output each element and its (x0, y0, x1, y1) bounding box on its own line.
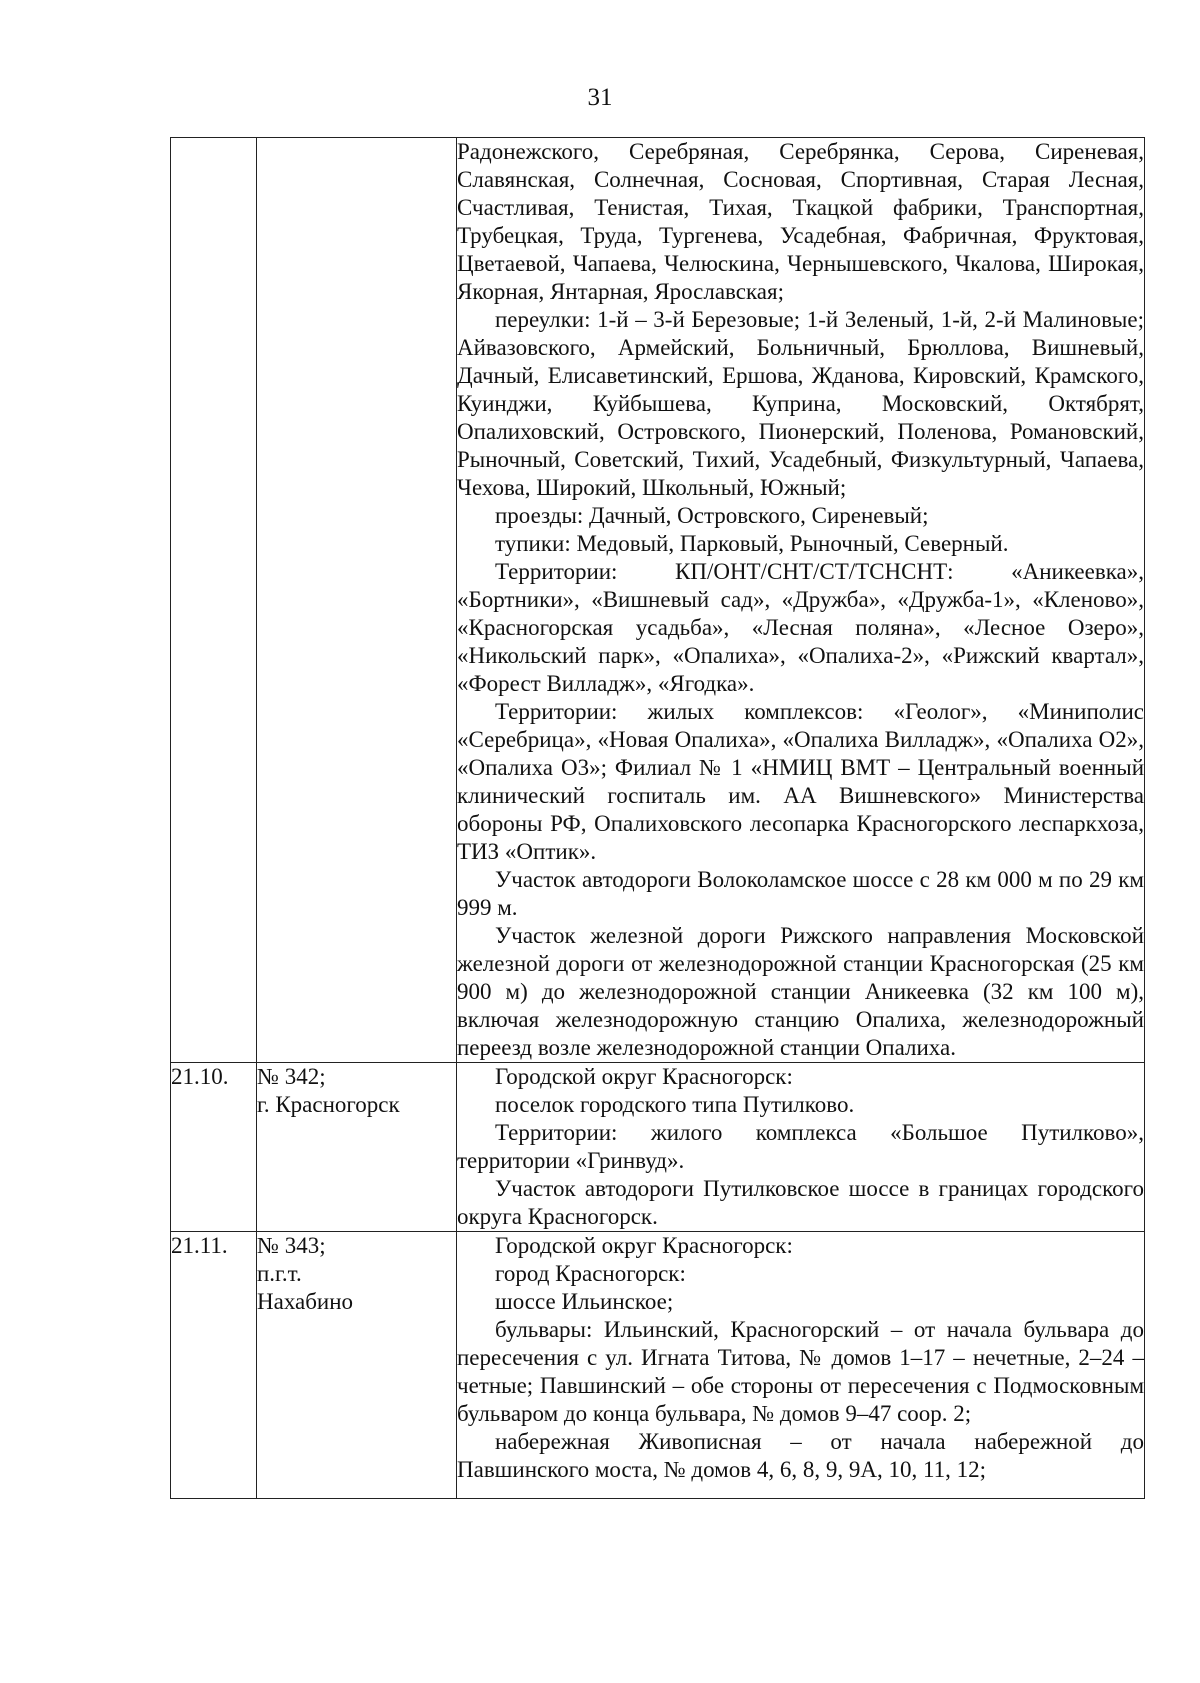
description-cell (457, 1232, 1145, 1499)
description-paragraph: Территории: жилых комплексов: «Геолог», «Миниполис «Серебрица», «Новая Опалиха», «Опалиха Вилладж», «Опалиха О2», «Опалиха О3»; Филиал № 1 «НМИЦ ВМТ – Центральный военный клинический госпиталь им. АА Вишневского» Министерства обороны РФ, Опалиховского лесопарка Красногорского леспаркхоза, ТИЗ «Оптик». (457, 699, 1144, 864)
description-paragraph: поселок городского типа Путилково. (495, 1092, 855, 1117)
table-row (171, 1063, 1145, 1232)
description-paragraph: Территории: КП/ОНТ/СНТ/СТ/ТСНСНТ: «Аникеевка», «Бортники», «Вишневый сад», «Дружба», «Дружба-1», «Кленово», «Красногорская усадьба», «Лесная поляна», «Лесное Озеро», «Никольский парк», «Опалиха», «Опалиха-2», «Рижский квартал», «Форест Вилладж», «Ягодка». (457, 559, 1144, 696)
page-number: 31 (587, 84, 613, 111)
description-paragraph: проезды: Дачный, Островского, Сиреневый; (495, 503, 929, 528)
district-cell (257, 1063, 457, 1232)
district-number: № 342; (257, 1064, 326, 1089)
description-paragraph: шоссе Ильинское; (495, 1289, 674, 1314)
description-paragraph: Городской округ Красногорск: (495, 1233, 793, 1258)
description-paragraph: тупики: Медовый, Парковый, Рыночный, Северный. (495, 531, 1009, 556)
description-paragraph: бульвары: Ильинский, Красногорский – от начала бульвара до пересечения с ул. Игната Титова, № домов 1–17 – нечетные, 2–24 – четные; Павшинский – обе стороны от пересечения с Подмосковным бульваром до конца бульвара, № домов 9–47 соор. 2; (457, 1317, 1144, 1426)
district-cell (257, 138, 457, 1063)
row-number-cell: 21.11. (171, 1232, 257, 1499)
row-number-cell (171, 138, 257, 1063)
description-paragraph: Территории: жилого комплекса «Большое Путилково», территории «Гринвуд». (457, 1120, 1144, 1173)
description-cell (457, 138, 1145, 1063)
district-number: № 343; (257, 1233, 326, 1258)
description-cell (457, 1063, 1145, 1232)
description-paragraph: Участок автодороги Путилковское шоссе в границах городского округа Красногорск. (457, 1176, 1144, 1229)
district-name: Нахабино (257, 1289, 354, 1314)
description-paragraph: Участок железной дороги Рижского направления Московской железной дороги от железнодорожной станции Красногорская (25 км 900 м) до железнодорожной станции Аникеевка (32 км 100 м), включая железнодорожную станцию Опалиха, железнодорожный переезд возле железнодорожной станции Опалиха. (457, 923, 1144, 1060)
districts-table (170, 137, 1145, 1499)
description-paragraph: Участок автодороги Волоколамское шоссе с 28 км 000 м по 29 км 999 м. (457, 867, 1144, 920)
description-paragraph: Радонежского, Серебряная, Серебрянка, Серова, Сиреневая, Славянская, Солнечная, Сосновая, Спортивная, Старая Лесная, Счастливая, Тенистая, Тихая, Ткацкой фабрики, Транспортная, Трубецкая, Труда, Тургенева, Усадебная, Фабричная, Фруктовая, Цветаевой, Чапаева, Челюскина, Чернышевского, Чкалова, Широкая, Якорная, Янтарная, Ярославская; (457, 139, 1144, 304)
table-row (171, 1232, 1145, 1499)
district-name: г. Красногорск (257, 1092, 400, 1117)
description-paragraph: переулки: 1-й – 3-й Березовые; 1-й Зеленый, 1-й, 2-й Малиновые; Айвазовского, Армейский, Больничный, Брюллова, Вишневый, Дачный, Елисаветинский, Ершова, Жданова, Кировский, Крамского, Куинджи, Куйбышева, Куприна, Московский, Октябрят, Опалиховский, Островского, Пионерский, Поленова, Романовский, Рыночный, Советский, Тихий, Усадебный, Физкультурный, Чапаева, Чехова, Широкий, Школьный, Южный; (457, 307, 1144, 500)
description-paragraph: набережная Живописная – от начала набережной до Павшинского моста, № домов 4, 6, 8, 9, 9А, 10, 11, 12; (457, 1429, 1144, 1482)
district-type: п.г.т. (257, 1261, 302, 1286)
district-cell (257, 1232, 457, 1499)
description-paragraph: Городской округ Красногорск: (495, 1064, 793, 1089)
row-number-cell: 21.10. (171, 1063, 257, 1232)
table-row (171, 138, 1145, 1063)
description-paragraph: город Красногорск: (495, 1261, 686, 1286)
